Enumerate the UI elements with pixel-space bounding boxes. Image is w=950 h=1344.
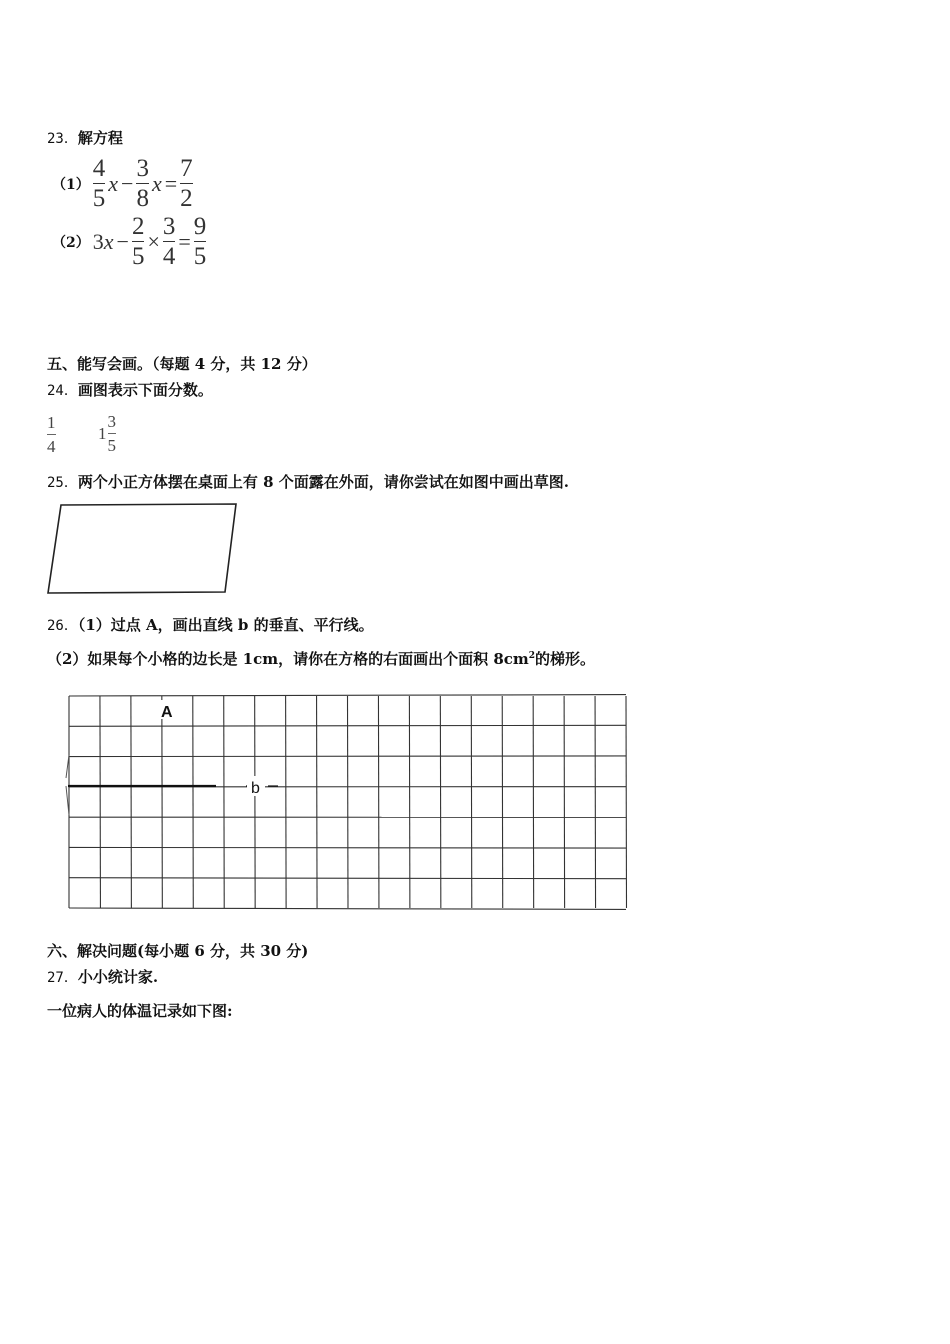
numerator: 9 <box>193 213 207 240</box>
question-number: 24． <box>47 383 78 399</box>
question-number: 26． <box>47 618 78 634</box>
grid-vertical-line <box>595 696 596 908</box>
denominator: 5 <box>92 185 106 212</box>
grid-horizontal-line <box>69 878 626 879</box>
grid-vertical-line <box>131 696 132 908</box>
denominator: 8 <box>136 185 149 212</box>
equation-label: （1） <box>52 176 90 193</box>
grid-vertical-line <box>502 696 503 908</box>
grid-vertical-line <box>255 696 256 908</box>
variable: x <box>151 170 162 196</box>
grid-horizontal-line <box>69 908 626 909</box>
numerator: 2 <box>131 213 145 240</box>
fraction <box>132 214 145 269</box>
numerator: 3 <box>162 213 176 240</box>
fraction <box>93 156 106 211</box>
question-text: 两个小正方体摆在桌面上有 8 个面露在外面，请你尝试在如图中画出草图. <box>77 473 569 491</box>
grid-vertical-line <box>348 696 349 908</box>
numerator: 7 <box>180 155 193 182</box>
grid-lines <box>69 695 627 910</box>
grid-vertical-line <box>471 696 472 908</box>
section-5-heading: 五、能写会画。（每题 4 分，共 12 分） <box>47 355 317 373</box>
q23-heading <box>47 127 123 148</box>
question-number: 27． <box>47 970 78 986</box>
question-text-end: 的梯形。 <box>535 650 596 668</box>
superscript: 2 <box>528 651 536 661</box>
denominator: 5 <box>193 243 207 270</box>
grid-vertical-line <box>440 696 441 908</box>
grid-horizontal-line <box>69 847 626 848</box>
fraction <box>180 156 193 211</box>
numerator: 4 <box>92 155 106 182</box>
q27-heading <box>47 966 158 987</box>
q27-subtext: 一位病人的体温记录如下图: <box>47 1002 233 1020</box>
denominator: 4 <box>162 243 176 270</box>
grid-vertical-line <box>162 696 163 908</box>
section-6-heading: 六、解决问题(每小题 6 分，共 30 分) <box>47 942 309 960</box>
question-text: 小小统计家. <box>77 968 159 986</box>
question-number: 23． <box>47 131 78 147</box>
question-text: （2）如果每个小格的边长是 1cm，请你在方格的右面画出个面积 8cm <box>47 650 529 668</box>
equals: = <box>178 228 191 254</box>
denominator: 5 <box>131 243 145 270</box>
parallelogram-diagram <box>40 498 245 598</box>
numerator: 3 <box>107 412 116 431</box>
equals: = <box>164 170 178 196</box>
grid-vertical-line <box>533 696 534 908</box>
operator: × <box>147 228 160 254</box>
grid-vertical-line <box>626 696 627 908</box>
denominator: 4 <box>47 437 56 456</box>
grid-vertical-line <box>317 696 318 908</box>
question-title: 解方程 <box>77 129 123 147</box>
fraction-one-quarter <box>47 413 56 455</box>
operator: − <box>121 170 134 196</box>
label-b: b <box>251 780 260 797</box>
grid-horizontal-line <box>69 695 626 696</box>
whole-part: 1 <box>98 423 107 443</box>
coefficient: 3 <box>92 228 104 254</box>
equation-label: （2） <box>52 234 90 251</box>
grid-vertical-line <box>286 696 287 908</box>
grid-vertical-line <box>378 696 379 908</box>
q26-part1 <box>47 614 374 635</box>
grid-vertical-line <box>409 696 410 908</box>
point-a-label: A <box>161 704 173 721</box>
equation-2 <box>52 214 206 269</box>
q24-heading <box>47 379 213 400</box>
grid-horizontal-line <box>69 725 626 726</box>
q25-heading <box>47 471 569 492</box>
grid-vertical-line <box>564 696 565 908</box>
equation-1 <box>52 156 193 211</box>
grid-vertical-line <box>100 696 101 908</box>
question-text: 画图表示下面分数。 <box>77 381 213 399</box>
fraction <box>136 156 149 211</box>
denominator: 2 <box>180 185 193 212</box>
variable: x <box>103 228 114 254</box>
mixed-number <box>98 413 116 454</box>
operator: − <box>116 228 129 254</box>
q26-part2 <box>47 648 595 669</box>
variable: x <box>108 170 119 196</box>
question-number: 25． <box>47 475 78 491</box>
numerator: 3 <box>136 155 149 182</box>
fraction <box>163 214 176 269</box>
square-grid <box>64 690 634 915</box>
numerator: 1 <box>47 413 56 432</box>
question-text: （1）过点 A，画出直线 b 的垂直、平行线。 <box>77 616 374 634</box>
grid-vertical-line <box>193 696 194 908</box>
denominator: 5 <box>107 436 116 455</box>
grid-vertical-line <box>224 696 225 908</box>
grid-horizontal-line <box>69 756 626 757</box>
fraction <box>194 214 207 269</box>
